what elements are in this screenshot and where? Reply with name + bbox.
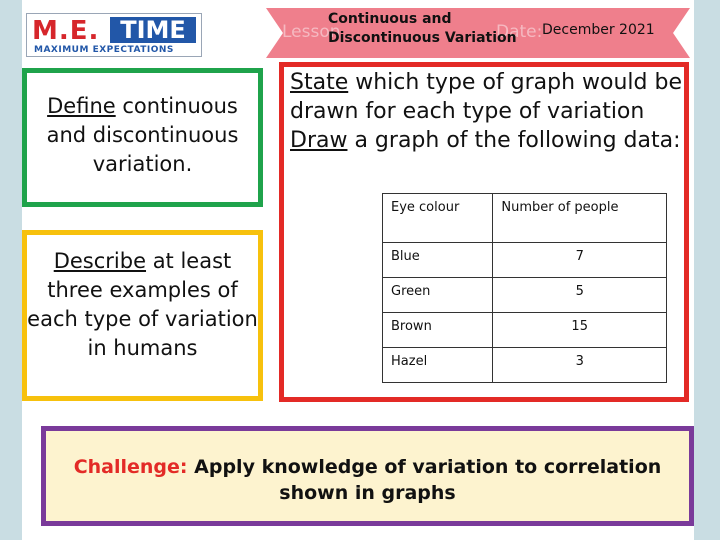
table-header-cell: Number of people — [493, 194, 667, 243]
define-task-box — [22, 68, 263, 207]
eye-colour-table — [382, 193, 667, 383]
table-cell: Green — [383, 278, 493, 313]
logo-time-text: TIME — [110, 17, 196, 43]
state-draw-text — [290, 68, 684, 155]
define-verb: Define — [47, 94, 116, 118]
table-cell: 5 — [493, 278, 667, 313]
table-header-cell: Eye colour — [383, 194, 493, 243]
state-text: which type of graph would be drawn for each type of variation — [290, 70, 683, 124]
table-cell: 3 — [493, 348, 667, 383]
draw-text: a graph of the following data: — [347, 128, 681, 153]
table-row — [383, 243, 667, 278]
table-header-row — [383, 194, 667, 243]
lesson-title: Continuous and Discontinuous Variation — [328, 11, 517, 46]
table-row — [383, 348, 667, 383]
challenge-box — [41, 426, 694, 526]
draw-verb: Draw — [290, 128, 348, 153]
table-cell: Brown — [383, 313, 493, 348]
date-label: Date: — [496, 22, 543, 42]
logo-tagline: MAXIMUM EXPECTATIONS — [34, 45, 174, 55]
table-row — [383, 278, 667, 313]
describe-text: at least three examples of each type of variation in humans — [27, 249, 258, 360]
challenge-text: Apply knowledge of variation to correlation shown in graphs — [187, 456, 662, 504]
lesson-label: Lesson — [282, 22, 341, 42]
table-cell: 15 — [493, 313, 667, 348]
table-cell: Hazel — [383, 348, 493, 383]
me-time-logo — [26, 13, 202, 57]
describe-verb: Describe — [53, 249, 147, 273]
define-text: continuous and discontinuous variation. — [46, 94, 239, 176]
table-cell: 7 — [493, 243, 667, 278]
lesson-date: December 2021 — [542, 22, 655, 38]
table-cell: Blue — [383, 243, 493, 278]
logo-me-text: M.E. — [32, 16, 100, 46]
state-verb: State — [290, 70, 349, 95]
table-row — [383, 313, 667, 348]
challenge-label: Challenge: — [73, 456, 188, 478]
describe-task-box — [22, 230, 263, 401]
